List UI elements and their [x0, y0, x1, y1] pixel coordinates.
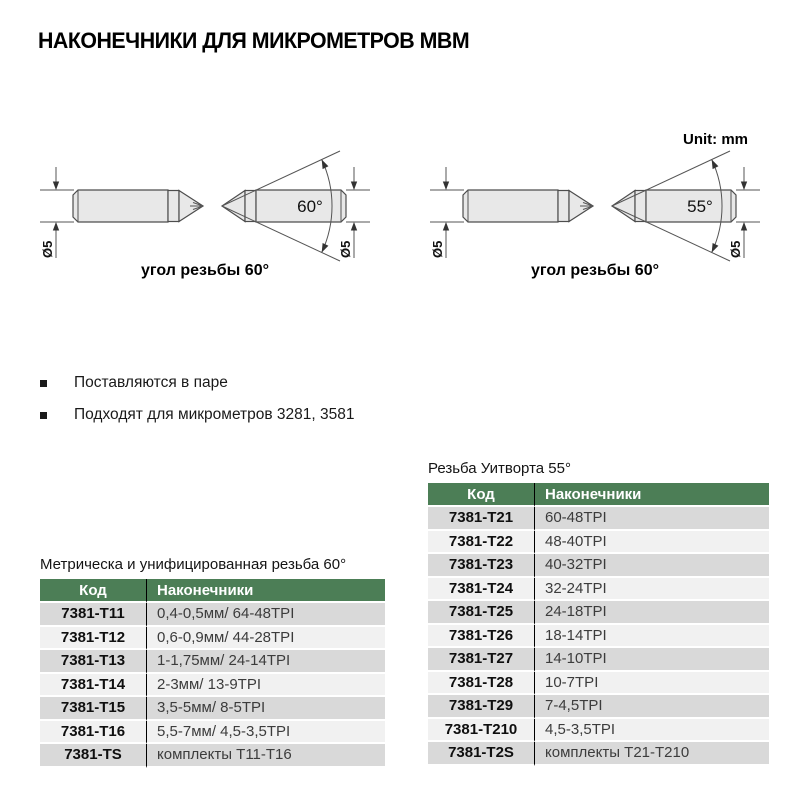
tips-cell: 18-14TPI	[535, 625, 769, 649]
table-row	[428, 672, 769, 696]
diagram-caption: угол резьбы 60°	[141, 262, 269, 279]
unit-label: Unit: mm	[683, 131, 748, 148]
code-cell: 7381-T210	[428, 719, 535, 743]
table-row	[40, 650, 385, 674]
tips-cell: 0,4-0,5мм/ 64-48TPI	[147, 603, 385, 627]
tips-cell: 2-3мм/ 13-9TPI	[147, 674, 385, 698]
metric-thread-table-section	[40, 556, 385, 768]
table-row	[428, 554, 769, 578]
code-cell: 7381-T12	[40, 627, 147, 651]
code-cell: 7381-T16	[40, 721, 147, 745]
tips-cell: 14-10TPI	[535, 648, 769, 672]
thread-angle-label: 60°	[297, 197, 323, 216]
tips-cell: 4,5-3,5TPI	[535, 719, 769, 743]
table-row	[40, 674, 385, 698]
table-row	[428, 625, 769, 649]
tips-cell: комплекты Т11-Т16	[147, 744, 385, 768]
whitworth-thread-table-section	[428, 460, 769, 766]
table-row	[40, 603, 385, 627]
tips-cell: 3,5-5мм/ 8-5TPI	[147, 697, 385, 721]
table-row	[40, 697, 385, 721]
whitworth-thread-table	[428, 483, 769, 766]
tips-cell: 40-32TPI	[535, 554, 769, 578]
diameter-dimension-label: Ø5	[430, 240, 445, 258]
tips-cell: 7-4,5TPI	[535, 695, 769, 719]
diagram-caption: угол резьбы 60°	[531, 262, 659, 279]
table-row	[40, 721, 385, 745]
table-row	[428, 601, 769, 625]
column-header-code: Код	[40, 579, 147, 603]
table-header-row	[428, 483, 769, 507]
table-title: Резьба Уитворта 55°	[428, 460, 571, 477]
square-bullet-icon	[40, 412, 47, 419]
tips-cell: 1-1,75мм/ 24-14TPI	[147, 650, 385, 674]
table-row	[40, 627, 385, 651]
table-row	[428, 648, 769, 672]
table-header-row	[40, 579, 385, 603]
metric-thread-table	[40, 579, 385, 768]
code-cell: 7381-TS	[40, 744, 147, 768]
code-cell: 7381-T13	[40, 650, 147, 674]
table-row	[428, 742, 769, 766]
tips-cell: комплекты Т21-Т210	[535, 742, 769, 766]
feature-text: Подходят для микрометров 3281, 3581	[74, 406, 355, 423]
table-title: Метрическа и унифицированная резьба 60°	[40, 556, 347, 573]
code-cell: 7381-T2S	[428, 742, 535, 766]
tips-cell: 24-18TPI	[535, 601, 769, 625]
tips-cell: 48-40TPI	[535, 531, 769, 555]
diameter-dimension-label: Ø5	[728, 240, 743, 258]
code-cell: 7381-T23	[428, 554, 535, 578]
code-cell: 7381-T22	[428, 531, 535, 555]
column-header-tips: Наконечники	[147, 579, 385, 603]
code-cell: 7381-T15	[40, 697, 147, 721]
table-row	[428, 719, 769, 743]
list-item	[40, 406, 355, 424]
tips-cell: 60-48TPI	[535, 507, 769, 531]
diameter-dimension-label: Ø5	[338, 240, 353, 258]
thread-angle-label: 55°	[687, 197, 713, 216]
code-cell: 7381-T14	[40, 674, 147, 698]
list-item	[40, 374, 355, 392]
tips-cell: 32-24TPI	[535, 578, 769, 602]
column-header-code: Код	[428, 483, 535, 507]
column-header-tips: Наконечники	[535, 483, 769, 507]
tips-cell: 10-7TPI	[535, 672, 769, 696]
tips-cell: 0,6-0,9мм/ 44-28TPI	[147, 627, 385, 651]
page-title: НАКОНЕЧНИКИ ДЛЯ МИКРОМЕТРОВ МВМ	[38, 28, 470, 53]
features-list	[40, 374, 355, 438]
feature-text: Поставляются в паре	[74, 374, 228, 391]
thread-tip-diagram-60	[40, 145, 370, 265]
code-cell: 7381-T26	[428, 625, 535, 649]
tips-cell: 5,5-7мм/ 4,5-3,5TPI	[147, 721, 385, 745]
table-row	[428, 507, 769, 531]
thread-tip-diagram-55	[430, 145, 760, 265]
code-cell: 7381-T29	[428, 695, 535, 719]
code-cell: 7381-T28	[428, 672, 535, 696]
diameter-dimension-label: Ø5	[40, 240, 55, 258]
table-row	[40, 744, 385, 768]
code-cell: 7381-T11	[40, 603, 147, 627]
code-cell: 7381-T24	[428, 578, 535, 602]
code-cell: 7381-T21	[428, 507, 535, 531]
code-cell: 7381-T25	[428, 601, 535, 625]
table-row	[428, 695, 769, 719]
code-cell: 7381-T27	[428, 648, 535, 672]
square-bullet-icon	[40, 380, 47, 387]
table-row	[428, 531, 769, 555]
table-row	[428, 578, 769, 602]
